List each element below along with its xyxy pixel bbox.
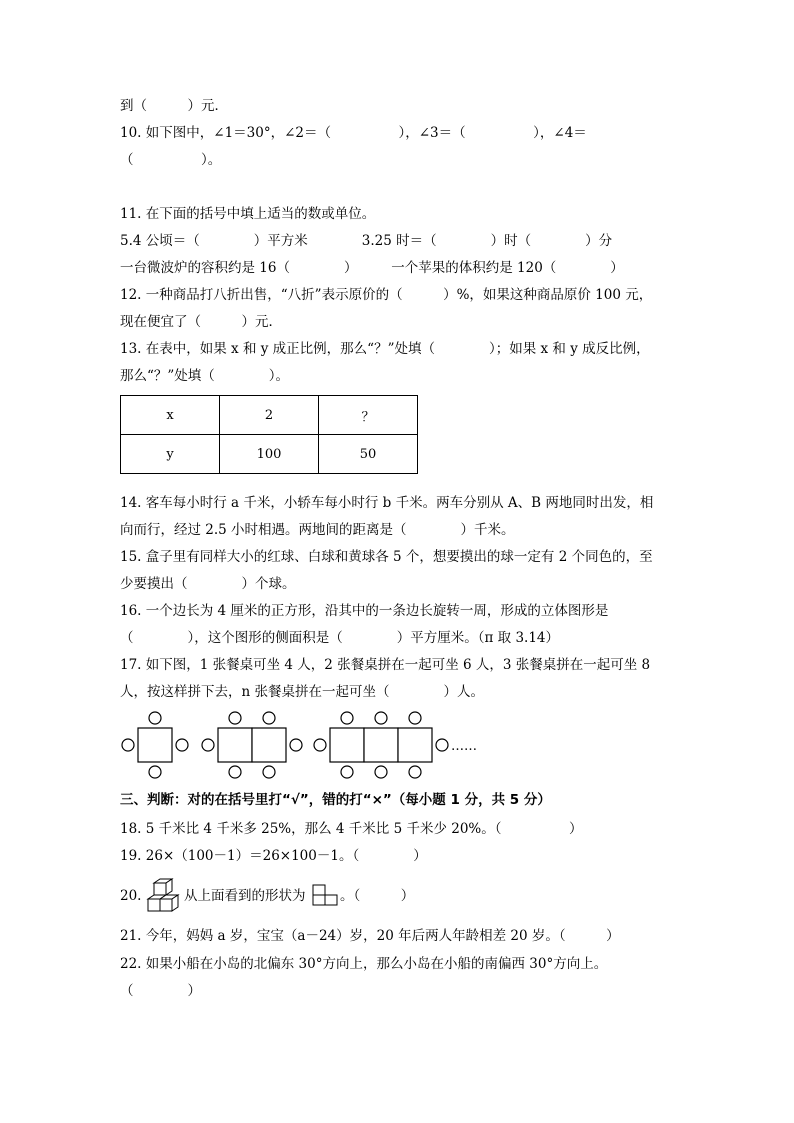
q15-line1: 15. 盒子里有同样大小的红球、白球和黄球各 5 个，想要摸出的球一定有 2 个同色的，至 — [120, 549, 653, 565]
dining-table — [364, 728, 398, 762]
q20-number: 20. — [120, 888, 142, 904]
ellipsis: …… — [451, 739, 477, 754]
q14-line2: 向而行，经过 2.5 小时相遇。两地间的距离是（ ）千米。 — [120, 522, 515, 538]
q20-text: 从上面看到的形状为 — [184, 888, 306, 904]
chair — [375, 766, 387, 778]
chair — [341, 766, 353, 778]
q20-blank: 。（ ） — [340, 888, 415, 904]
chair — [122, 739, 134, 751]
chair — [436, 739, 448, 751]
q10-line2: （ ）。 — [120, 152, 222, 168]
chair — [176, 739, 188, 751]
q10-line1: 10. 如下图中，∠1＝30°，∠2＝（ ），∠3＝（ ），∠4＝ — [120, 125, 587, 141]
table-cell: x — [121, 396, 220, 435]
dining-table — [398, 728, 432, 762]
q17-line2: 人，按这样拼下去，n 张餐桌拼在一起可坐（ ）人。 — [120, 684, 484, 700]
q22-line2: （ ） — [120, 983, 201, 999]
q12-line1: 12. 一种商品打八折出售，“八折”表示原价的（ ）%，如果这种商品原价 100 元， — [120, 287, 653, 303]
q15-line2: 少要摸出（ ）个球。 — [120, 576, 296, 592]
q16-line1: 16. 一个边长为 4 厘米的正方形，沿其中的一条边长旋转一周，形成的立体图形是 — [120, 603, 609, 619]
chair — [263, 766, 275, 778]
q19-line: 19. 26×（100－1）＝26×100－1。（ ） — [120, 848, 427, 864]
table-cell: y — [121, 435, 220, 474]
q12-line2: 现在便宜了（ ）元． — [120, 314, 282, 330]
q11-line2: 一台微波炉的容积约是 16（ ） 一个苹果的体积约是 120（ ） — [120, 260, 624, 276]
table-row — [121, 396, 418, 435]
q9-tail: 到（ ）元． — [120, 98, 228, 114]
chair — [409, 712, 421, 724]
q11-title: 11. 在下面的括号中填上适当的数或单位。 — [120, 206, 376, 222]
top-view-shape-icon — [312, 884, 340, 908]
chair — [202, 739, 214, 751]
q14-line1: 14. 客车每小时行 a 千米，小轿车每小时行 b 千米。两车分别从 A、B 两地同时出发，相 — [120, 495, 654, 511]
chair — [263, 712, 275, 724]
q22-line1: 22. 如果小船在小岛的北偏东 30°方向上，那么小岛在小船的南偏西 30°方向上。 — [120, 956, 608, 972]
chair — [229, 766, 241, 778]
dining-table — [218, 728, 252, 762]
xy-table — [120, 395, 418, 474]
section3-heading: 三、判断：对的在括号里打“√”，错的打“×”（每小题 1 分，共 5 分） — [120, 792, 551, 808]
table-cell: 2 — [220, 396, 319, 435]
q13-line1: 13. 在表中，如果 x 和 y 成正比例，那么“？”处填（ ）；如果 x 和 y 成反比例， — [120, 341, 650, 357]
q13-line2: 那么“？”处填（ ）。 — [120, 368, 290, 384]
table-row — [121, 435, 418, 474]
cube-stack-icon — [146, 877, 182, 917]
chair — [375, 712, 387, 724]
q18-line: 18. 5 千米比 4 千米多 25%，那么 4 千米比 5 千米少 20%。（ ） — [120, 821, 583, 837]
dining-table — [138, 728, 172, 762]
chair — [314, 739, 326, 751]
chair — [290, 739, 302, 751]
chair — [149, 712, 161, 724]
q21-line: 21. 今年，妈妈 a 岁，宝宝（a－24）岁，20 年后两人年龄相差 20 岁。（ ） — [120, 928, 620, 944]
table-cell: ？ — [319, 396, 418, 435]
chair — [149, 766, 161, 778]
q16-line2: （ ），这个图形的侧面积是（ ）平方厘米。（π 取 3.14） — [120, 630, 560, 646]
table-cell: 50 — [319, 435, 418, 474]
chair — [229, 712, 241, 724]
table-cell: 100 — [220, 435, 319, 474]
q17-line1: 17. 如下图，1 张餐桌可坐 4 人，2 张餐桌拼在一起可坐 6 人，3 张餐桌拼在一起可坐 8 — [120, 657, 651, 673]
chair — [409, 766, 421, 778]
chair — [341, 712, 353, 724]
dining-table — [330, 728, 364, 762]
q11-line1: 5.4 公顷＝（ ）平方米 3.25 时＝（ ）时（ ）分 — [120, 233, 613, 249]
table-seating-diagram — [118, 710, 498, 782]
dining-table — [252, 728, 286, 762]
